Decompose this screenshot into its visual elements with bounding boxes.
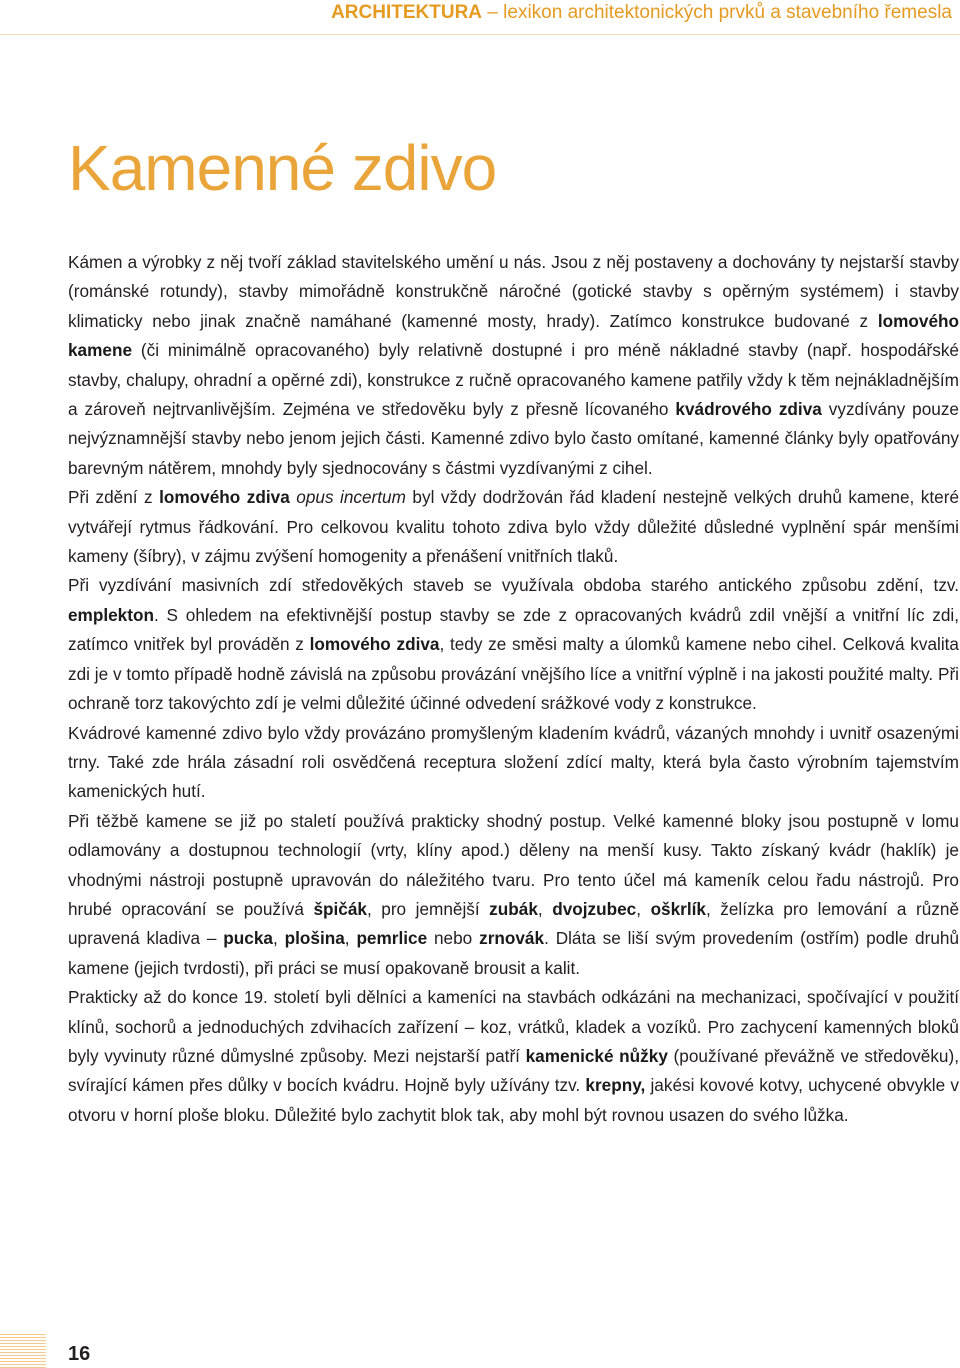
bold-term: lomového zdiva xyxy=(159,487,290,508)
text-run: Při zdění z xyxy=(68,487,160,508)
paragraph xyxy=(68,983,959,1130)
text-run: byl vždy dodržován řád kladení nestejně velkých druhů kamene, které vytvářejí rytmus řádkování. Pro celkovou kvalitu tohoto zdiva bylo vždy důležité důsledné vyplnění spár menšími kameny (šíbry), v zájmu zvýšení homogenity a přenášení vnitřních tlaků. xyxy=(68,487,960,567)
bold-term: kamenické nůžky xyxy=(525,1045,668,1066)
header-subtitle: lexikon architektonických prvků a stavebního řemesla xyxy=(503,2,952,23)
paragraph xyxy=(68,248,959,483)
text-run: jakési kovové kotvy, uchycené obvykle v otvoru v horní ploše bloku. Důležité bylo zachytit blok tak, aby mohl být rovnou usazen do svého lůžka. xyxy=(68,1075,959,1125)
text-run: vyzdívány pouze nejvýznamnější stavby nebo jenom jejich části. Kamenné zdivo bylo často omítané, kamenné články byly opatřovány barevným nátěrem, mnohdy byly sjednocovány s částmi vyzdívanými z cihel. xyxy=(68,399,959,478)
text-run: Prakticky až do konce 19. století byli dělníci a kameníci na stavbách odkázáni na mechanizaci, spočívající v použití klínů, sochorů a jednoduchých zdvihacích zařízení – koz, vrátků, kladek a vozíků. Pro zachycení kamenných bloků byly vyvinuty různé důmyslné způsoby. Mezi nejstarší patří xyxy=(68,987,959,1066)
bold-term: lomového zdiva xyxy=(309,634,440,655)
page-title: Kamenné zdivo xyxy=(68,132,497,204)
text-run: . Dláta se liší svým provedením (ostřím) podle druhů kamene (jejich tvrdosti), při práci se musí opakovaně brousit a kalit. xyxy=(68,928,960,978)
paragraph xyxy=(68,719,959,807)
running-header xyxy=(200,0,952,26)
text-run: , xyxy=(272,928,285,949)
text-run: nebo xyxy=(427,928,480,949)
bold-term: zubák xyxy=(489,898,538,919)
text-run: Kámen a výrobky z něj tvoří základ stavitelského umění u nás. Jsou z něj postaveny a dochovány ty nejstarší stavby (románské rotundy), stavby mimořádně konstrukčně náročné (gotické stavby s opěrným systémem) i stavby klimaticky nebo jinak značně namáhané (kamenné mosty, hrady). Zatímco konstrukce budované z xyxy=(68,252,959,331)
text-run: , xyxy=(636,898,651,919)
bold-term: lomového kamene xyxy=(68,310,959,361)
text-run: (používané převážně ve středověku), svírající kámen přes důlky v bocích kvádru. Hojně byly užívány tzv. xyxy=(68,1045,959,1096)
text-run: , xyxy=(344,928,357,949)
text-run: , tedy ze směsi malty a úlomků kamene nebo cihel. Celková kvalita zdi je v tomto případě hodně závislá na způsobu provázání vnějšího líce a vnitřní výplně i na jakosti použité malty. Při ochraně torz takovýchto zdí je velmi důležité účinné odvedení srážkové vody z konstrukce. xyxy=(68,634,959,714)
italic-term: opus incertum xyxy=(296,487,406,508)
bold-term: pucka xyxy=(223,928,273,949)
bold-term: pemrlice xyxy=(356,928,428,949)
text-run: , želízka pro lemování a různě upravená kladiva – xyxy=(68,898,960,949)
text-run: , pro jemnější xyxy=(366,898,490,919)
page-number: 16 xyxy=(68,1343,91,1365)
paragraph xyxy=(68,807,959,983)
text-run: , xyxy=(537,898,553,919)
header-dash: – xyxy=(487,2,498,23)
bold-term: špičák xyxy=(313,898,367,919)
bold-term: plošina xyxy=(284,928,345,949)
paragraph xyxy=(68,483,959,571)
footer-stripes-decoration xyxy=(0,1334,46,1368)
paragraph xyxy=(68,571,959,718)
text-run: Při těžbě kamene se již po staletí používá prakticky shodný postup. Velké kamenné bloky jsou postupně v lomu odlamovány a dostupnou technologií (vrty, klíny apod.) děleny na menší kusy. Takto získaný kvádr (haklík) je vhodnými nástroji postupně upravován do náležitého tvaru. Pro tento účel má kameník celou řadu nástrojů. Pro hrubé opracování se používá xyxy=(68,810,959,919)
text-run: Při vyzdívání masivních zdí středověkých staveb se využívala obdoba starého antického způsobu zdění, tzv. xyxy=(68,575,959,596)
text-run: (či minimálně opracovaného) byly relativně dostupné i pro méně nákladné stavby (např. hospodářské stavby, chalupy, ohradní a opěrné zdi), konstrukce z ručně opracovaného kamene patřily vždy k těm nejnákladnějším a zároveň nejtrvanlivějším. Zejména ve středověku byly z přesně lícovaného xyxy=(68,340,959,420)
article-body xyxy=(68,248,959,1130)
text-run: Kvádrové kamenné zdivo bylo vždy provázáno promyšleným kladením kvádrů, vázaných mnohdy i uvnitř osazenými trny. Také zde hrála zásadní roli osvědčená receptura složení zdící malty, která byla často výrobním tajemstvím kamenických hutí. xyxy=(68,722,959,802)
bold-term: emplekton xyxy=(68,604,154,625)
header-brand: ARCHITEKTURA xyxy=(331,2,483,23)
bold-term: krepny, xyxy=(585,1075,646,1096)
bold-term: dvojzubec xyxy=(552,898,637,919)
header-rule xyxy=(0,34,960,35)
bold-term: oškrlík xyxy=(650,898,706,919)
text-run: . S ohledem na efektivnější postup stavby se zde z opracovaných kvádrů zdil vnější a vnitřní líc zdi, zatímco vnitřek byl prováděn z xyxy=(68,604,959,655)
bold-term: zrnovák xyxy=(479,928,545,949)
bold-term: kvádrového zdiva xyxy=(675,399,822,420)
